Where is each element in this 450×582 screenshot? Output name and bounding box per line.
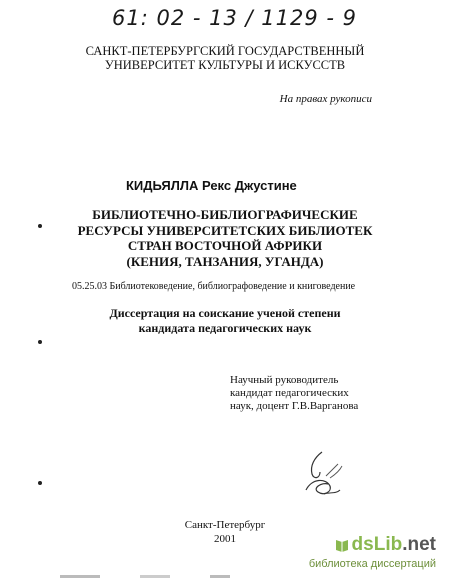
punch-hole-mark	[38, 481, 42, 485]
dissertation-title	[0, 207, 450, 269]
title-line-2: РЕСУРСЫ УНИВЕРСИТЕТСКИХ БИБЛИОТЕК	[77, 222, 373, 238]
title-line-1: БИБЛИОТЕЧНО-БИБЛИОГРАФИЧЕСКИЕ	[92, 207, 358, 222]
signature-stamp	[292, 448, 352, 508]
dslib-subtitle: библиотека диссертаций	[308, 558, 436, 570]
university-name	[0, 44, 450, 72]
dslib-logo-green: dsLib	[351, 534, 403, 555]
university-line-1: САНКТ-ПЕТЕРБУРГСКИЙ ГОСУДАРСТВЕННЫЙ	[85, 44, 365, 58]
title-line-3: СТРАН ВОСТОЧНОЙ АФРИКИ	[127, 238, 323, 253]
specialty-code: 05.25.03 Библиотековедение, библиографоведение и книговедение	[72, 281, 356, 292]
supervisor-block	[230, 374, 358, 413]
book-logo-icon	[334, 537, 350, 553]
university-line-2: УНИВЕРСИТЕТ КУЛЬТУРЫ И ИСКУССТВ	[104, 58, 346, 72]
degree-statement	[0, 306, 450, 335]
supervisor-line-1: Научный руководитель	[230, 374, 339, 386]
archive-code-handwritten: 61: 02 - 13 / 1129 - 9	[112, 6, 358, 30]
title-line-4: (КЕНИЯ, ТАНЗАНИЯ, УГАНДА)	[126, 253, 324, 269]
year: 2001	[214, 533, 236, 545]
degree-line-1: Диссертация на соискание ученой степени	[109, 306, 341, 320]
dslib-logo-dark: .net	[402, 534, 436, 555]
supervisor-line-2: кандидат педагогических	[230, 387, 349, 399]
city: Санкт-Петербург	[184, 519, 266, 531]
degree-line-2: кандидата педагогических наук	[138, 320, 312, 335]
scan-edge-marks	[60, 575, 360, 579]
dslib-logo	[352, 534, 436, 556]
author-name: КИДЬЯЛЛА Рекс Джустине	[126, 178, 297, 193]
rights-note: На правах рукописи	[279, 93, 372, 105]
punch-hole-mark	[38, 340, 42, 344]
supervisor-line-3: наук, доцент Г.В.Варганова	[230, 400, 359, 412]
